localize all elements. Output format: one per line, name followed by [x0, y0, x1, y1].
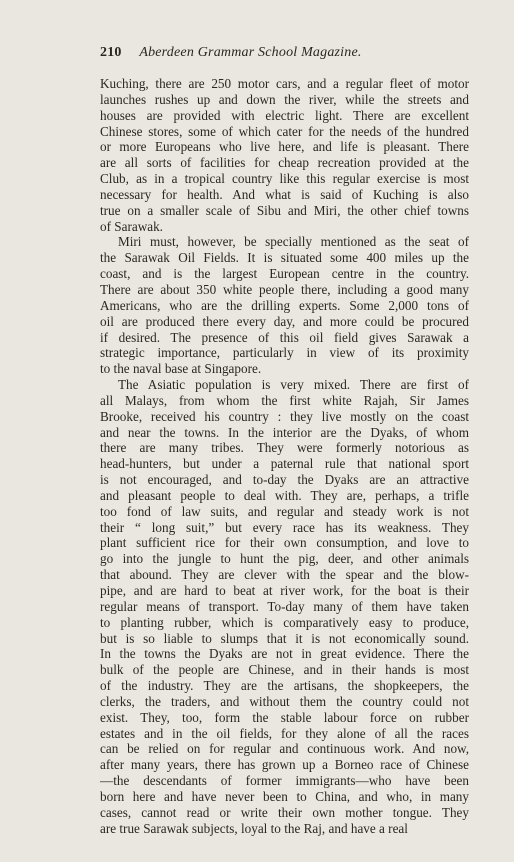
text-line: necessary for health. And what is said of Kuching is also	[100, 186, 469, 202]
text-line: —the descendants of former immigrants—who have been	[100, 773, 469, 789]
text-line: The Asiatic population is very mixed. There are first of	[118, 377, 469, 393]
text-line: clerks, the traders, and without them the country could not	[100, 693, 469, 709]
text-line: Chinese stores, some of which cater for the needs of the hundred	[100, 123, 469, 139]
text-line: houses are provided with electric light. There are excellent	[100, 107, 469, 123]
text-line: go into the jungle to hunt the pig, deer, and other animals	[100, 551, 469, 567]
text-line: are true Sarawak subjects, loyal to the Raj, and have a real	[100, 820, 408, 836]
text-line: if desired. The presence of this oil field gives Sarawak a	[100, 329, 469, 345]
text-line: Kuching, there are 250 motor cars, and a regular fleet of motor	[100, 76, 469, 91]
text-line: after many years, there has grown up a Borneo race of Chinese	[100, 757, 469, 773]
text-line: is not encouraged, and to-day the Dyaks are an attractive	[100, 472, 469, 488]
text-line: too fond of law suits, and regular and steady work is not	[100, 503, 469, 519]
text-line: plant sufficient rice for their own consumption, and love to	[100, 535, 469, 551]
text-line: to planting rubber, which is comparatively easy to produce,	[100, 614, 469, 630]
text-line: strategic importance, particularly in view of its proximity	[100, 345, 469, 361]
article-body	[100, 76, 469, 837]
text-line: are all sorts of facilities for cheap recreation provided at the	[100, 155, 469, 171]
text-line: head-hunters, but under a paternal rule that national sport	[100, 456, 469, 472]
text-line: launches rushes up and down the river, while the streets and	[100, 91, 469, 107]
text-line: pipe, and are hard to beat at river work, for the boat is their	[100, 583, 469, 598]
text-line: Club, as in a tropical country like this regular exercise is most	[100, 171, 469, 187]
text-line: all Malays, from whom the first white Rajah, Sir James	[100, 392, 469, 408]
text-line: the Sarawak Oil Fields. It is situated some 400 miles up the	[100, 250, 469, 266]
text-line: coast, and is the largest European centre in the country.	[100, 266, 469, 282]
text-line: born here and have never been to China, and who, in many	[100, 788, 469, 804]
text-line: regular means of transport. To-day many of them have taken	[100, 598, 469, 614]
paragraph	[100, 234, 469, 377]
text-line: estates and in the oil fields, for they alone of all the races	[100, 725, 469, 741]
text-line: Miri must, however, be specially mentioned as the seat of	[118, 234, 469, 250]
text-line: bulk of the people are Chinese, and in their hands is most	[100, 662, 469, 678]
text-line: exist. They, too, form the stable labour force on rubber	[100, 709, 469, 725]
text-line: true on a smaller scale of Sibu and Miri, the other chief towns	[100, 202, 469, 218]
text-line: their “ long suit,” but every race has its weakness. They	[100, 519, 469, 535]
text-line: In the towns the Dyaks are not in great evidence. There the	[100, 646, 469, 662]
paragraph	[100, 76, 469, 234]
text-line: of the industry. They are the artisans, the shopkeepers, the	[100, 678, 469, 694]
text-line: there are many tribes. They were formerly notorious as	[100, 440, 469, 456]
text-line: and near the towns. In the interior are the Dyaks, of whom	[100, 424, 469, 440]
text-line: or more Europeans who live here, and life is pleasant. There	[100, 139, 469, 155]
text-line: There are about 350 white people there, including a good many	[100, 281, 469, 297]
page-header	[100, 45, 480, 65]
text-line: Brooke, received his country : they live mostly on the coast	[100, 408, 469, 424]
text-line: but is so liable to slumps that it is not economically sound.	[100, 630, 469, 646]
running-title: Aberdeen Grammar School Magazine.	[139, 45, 362, 60]
text-line: to the naval base at Singapore.	[100, 361, 262, 377]
text-line: can be relied on for regular and continuous work. And now,	[100, 741, 469, 757]
text-line: cases, cannot read or write their own mother tongue. They	[100, 804, 469, 820]
text-line: oil are produced there every day, and more could be procured	[100, 313, 469, 329]
paragraph	[100, 377, 469, 836]
text-line: of Sarawak.	[100, 218, 163, 234]
text-line: Americans, who are the drilling experts. Some 2,000 tons of	[100, 297, 469, 313]
text-line: and pleasant people to deal with. They are, perhaps, a trifle	[100, 487, 469, 503]
page-number: 210	[100, 45, 122, 60]
text-line: that abound. They are clever with the spear and the blow-	[100, 567, 469, 583]
